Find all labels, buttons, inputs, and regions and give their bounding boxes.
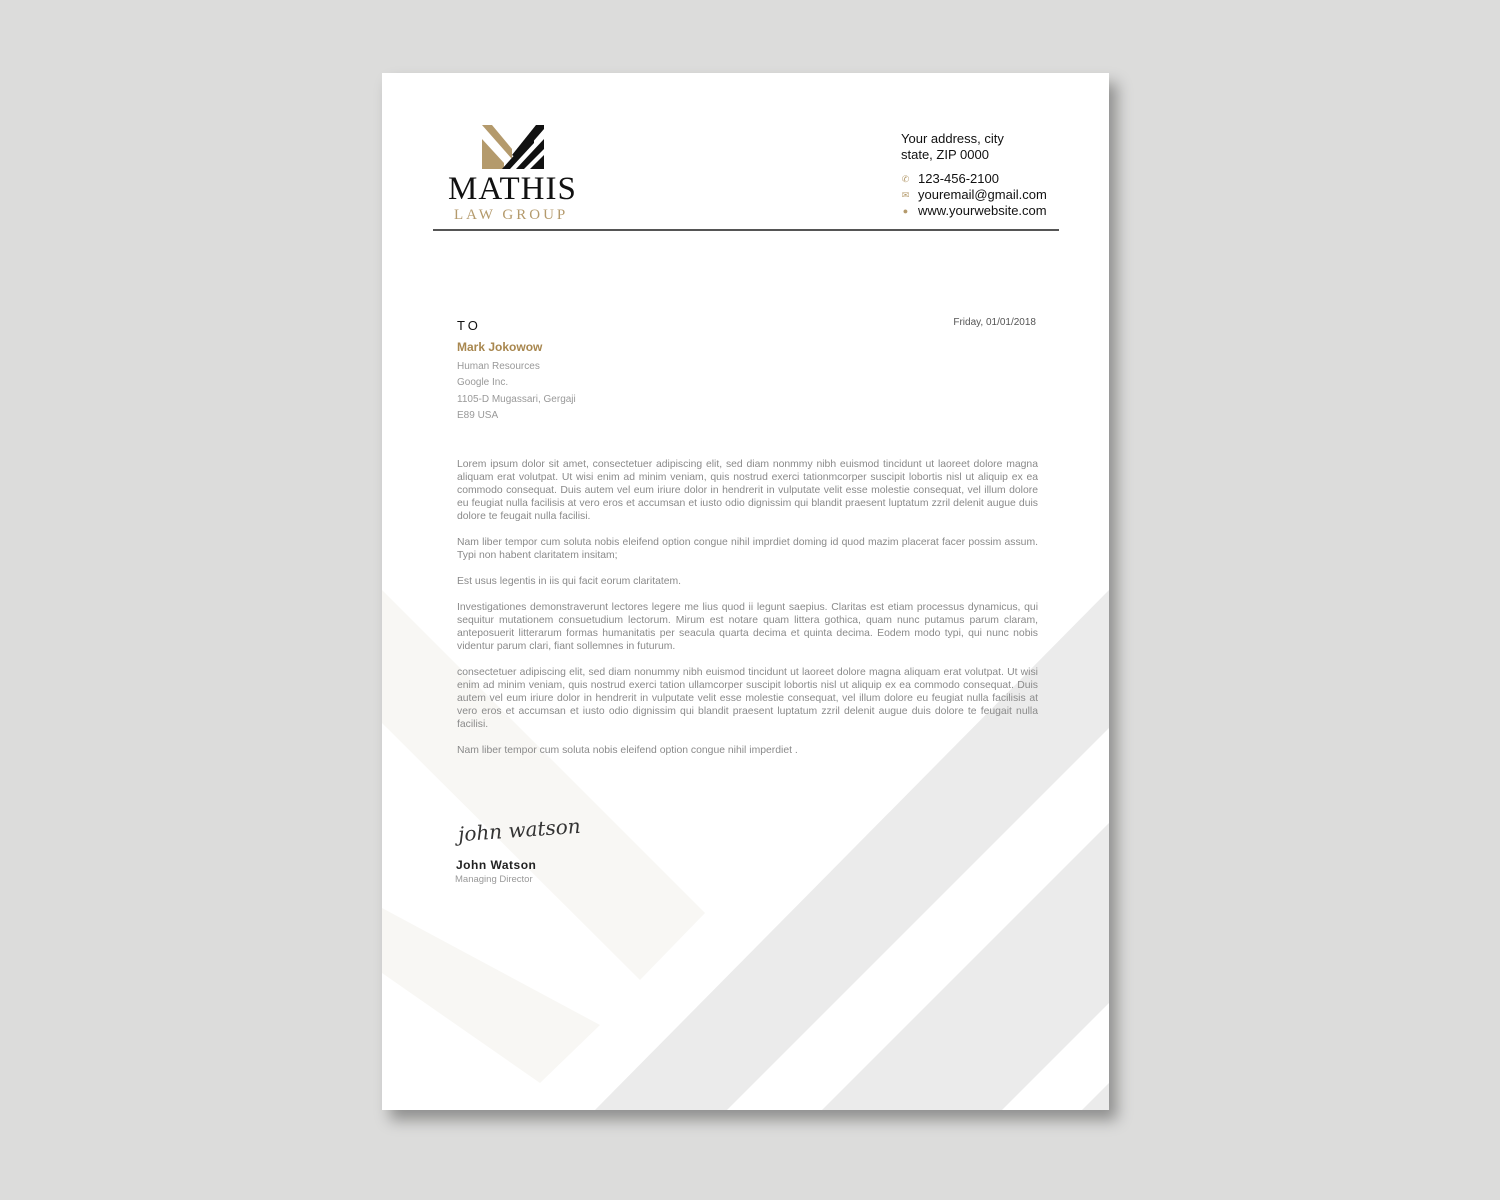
contact-block: [901, 131, 1047, 219]
recipient-line: E89 USA: [457, 409, 499, 421]
globe-icon: ●: [902, 206, 909, 216]
logo-subtitle: LAW GROUP: [454, 207, 569, 223]
phone-icon: ✆: [901, 174, 910, 184]
letterhead-page: [382, 73, 1109, 1110]
recipient-line: Google Inc.: [457, 377, 509, 389]
recipient-name: Mark Jokowow: [457, 340, 543, 354]
paragraph: Nam liber tempor cum soluta nobis eleifend option congue nihil imprdiet doming id quod mazim placerat facer possim assum. Typi non habent claritatem insitam;: [457, 537, 1038, 561]
letter-date: Friday, 01/01/2018: [953, 317, 1036, 328]
signer-name: John Watson: [456, 858, 537, 872]
signer-title: Managing Director: [455, 874, 533, 885]
recipient-address: [457, 359, 576, 424]
letter-body: [457, 458, 1038, 770]
recipient-line: 1105-D Mugassari, Gergaji: [457, 393, 576, 405]
logo-name: MATHIS: [448, 171, 577, 207]
logo-mark: [482, 125, 546, 169]
address-line-2: state, ZIP 0000: [901, 147, 989, 162]
paragraph: Lorem ipsum dolor sit amet, consectetuer adipiscing elit, sed diam nonmmy nibh euismod tincidunt ut laoreet dolore magna aliquam erat volutpat. Ut wisi enim ad minim veniam, quis nostrud exerci tationmcorper suscipit lobortis nisl ut aliquip ex ea commodo consequat. Duis autem vel eum iriure dolor in hendrerit in vulputate velit esse molestie consequat, vel illum dolore eu feugiat nulla facilisis at vero eros et accumsan et iusto odio dignissim qui blandit praesent luptatum zzril delenit augue duis dolore te feugait nulla facilisi.: [457, 459, 1038, 522]
paragraph: Est usus legentis in iis qui facit eorum claritatem.: [457, 576, 682, 587]
website: www.yourwebsite.com: [918, 203, 1047, 218]
mail-icon: ✉: [901, 190, 910, 200]
address-line-1: Your address, city: [901, 131, 1004, 146]
to-label: TO: [457, 318, 481, 333]
header-divider: [433, 229, 1059, 231]
email: youremail@gmail.com: [918, 187, 1047, 202]
signature: john watson: [457, 813, 582, 847]
paragraph: Investigationes demonstraverunt lectores legere me lius quod ii legunt saepius. Claritas est etiam processus dynamicus, qui sequitur mutationem consuetudium lectorum. Mirum est notare quam littera gothica, quam nunc putamus parum claram, anteposuerit litterarum formas humanitatis per seacula quarta decima et quinta decima. Eodem modo typi, qui nunc nobis videntur parum clari, fiant sollemnes in futurum.: [457, 602, 1038, 652]
beige-band: [382, 908, 600, 1083]
paragraph: Nam liber tempor cum soluta nobis eleifend option congue nihil imperdiet .: [457, 745, 798, 756]
phone: 123-456-2100: [918, 171, 999, 186]
paragraph: consectetuer adipiscing elit, sed diam nonummy nibh euismod tincidunt ut laoreet dolore magna aliquam erat volutpat. Ut wisi enim ad minim veniam, quis nostrud exerci tation ullamcorper suscipit lobortis nisl ut aliquip ex ea commodo consequat. Duis autem vel eum iriure dolor in hendrerit in vulputate velit esse molestie consequat, vel illum dolore eu feugiat nulla facilisis at vero eros et accumsan et iusto odio dignissim qui blandit praesent luptatum zzril delenit augue duis dolore te feugait nulla facilisi.: [457, 667, 1038, 730]
recipient-line: Human Resources: [457, 361, 540, 372]
